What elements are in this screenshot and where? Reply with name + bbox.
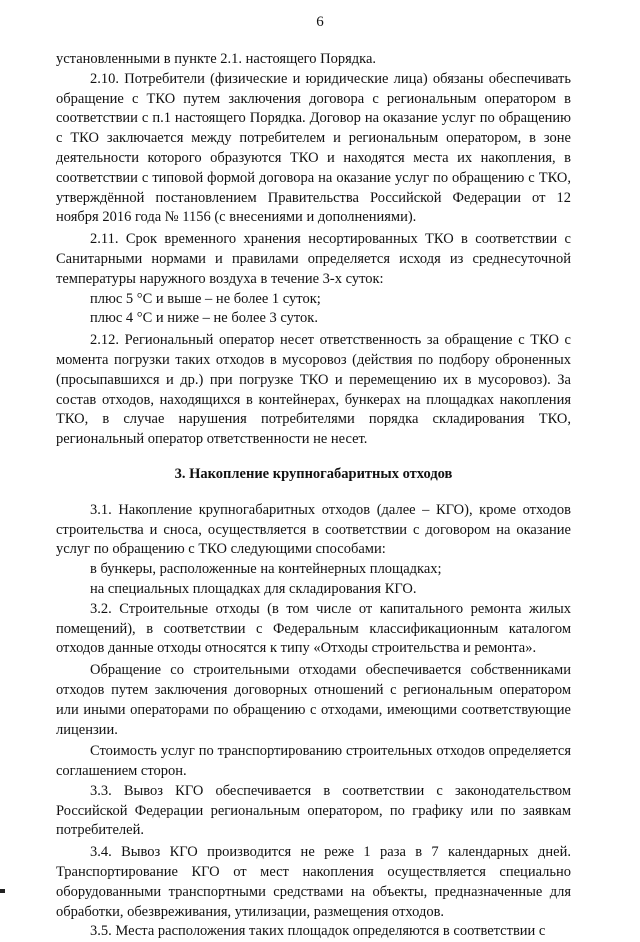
paragraph-construction-waste: Обращение со строительными отходами обеспечивается собственниками отходов путем заключения договорных отношений с региональным оператором или иными операторами по обращению с отходами, имеющими соответствующие лицензии.	[56, 662, 571, 738]
paragraph-2-12: 2.12. Региональный оператор несет ответственность за обращение с ТКО с момента погрузки таких отходов в мусоровоз (действия по подбору оброненных (просыпавшихся и др.) при погрузке ТКО и перемещению их в мусоровоз). За состав отходов, находящихся в контейнерах, бункерах на площадках накопления ТКО, в случае нарушения потребителями порядка складирования ТКО, региональный оператор ответственности не несет.	[56, 332, 571, 448]
paragraph-3-4: 3.4. Вывоз КГО производится не реже 1 раза в 7 календарных дней. Транспортирование КГО от мест накопления осуществляется специально оборудованными транспортными средствами на объекты, предназначенные для обработки, обезвреживания, утилизации, размещения отходов.	[56, 844, 571, 920]
paragraph-3-5: 3.5. Места расположения таких площадок определяются в соответствии с	[90, 923, 546, 940]
paragraph-cost: Стоимость услуг по транспортированию строительных отходов определяется соглашением сторон.	[56, 743, 571, 780]
paragraph-3-1: 3.1. Накопление крупногабаритных отходов (далее – КГО), кроме отходов строительства и сноса, осуществляется в соответствии с договором на оказание услуг по обращению с ТКО следующими способами:	[56, 501, 571, 558]
document-body	[56, 50, 571, 942]
list-item-temp-high: плюс 5 °С и выше – не более 1 суток;	[90, 290, 321, 307]
paragraph-continuation: установленными в пункте 2.1. настоящего Порядка.	[56, 51, 377, 67]
paragraph-3-2: 3.2. Строительные отходы (в том числе от капитального ремонта жилых помещений), в соответствии с Федеральным классификационным каталогом отходов данные отходы относятся к типу «Отходы строительства и ремонта».	[56, 600, 571, 657]
page-number: 6	[316, 14, 324, 30]
list-item-bunkers: в бункеры, расположенные на контейнерных площадках;	[90, 561, 442, 578]
paragraph-3-3: 3.3. Вывоз КГО обеспечивается в соответствии с законодательством Российской Федерации региональным оператором, по графику или по заявкам потребителей.	[56, 782, 571, 839]
paragraph-2-11: 2.11. Срок временного хранения несортированных ТКО в соответствии с Санитарными нормами и правилами определяется исходя из среднесуточной температуры наружного воздуха в течение 3-х суток:	[56, 231, 571, 287]
scan-mark	[0, 889, 5, 893]
list-item-temp-low: плюс 4 °С и ниже – не более 3 суток.	[90, 310, 318, 327]
section-heading-3: 3. Накопление крупногабаритных отходов	[174, 465, 453, 482]
list-item-special-sites: на специальных площадках для складирования КГО.	[90, 580, 417, 597]
paragraph-2-10: 2.10. Потребители (физические и юридические лица) обязаны обеспечивать обращение с ТКО путем заключения договора с региональным оператором в соответствии с п.1 настоящего Порядка. Договор на оказание услуг по обращению с ТКО заключается между потребителем и региональным оператором, в зоне деятельности которого образуются ТКО и находятся места их накопления, в соответствии с типовой формой договора на оказание услуг по обращению с ТКО, утверждённой постановлением Правительства Российской Федерации от 12 ноября 2016 года № 1156 (с внесениями и дополнениями).	[56, 70, 571, 226]
